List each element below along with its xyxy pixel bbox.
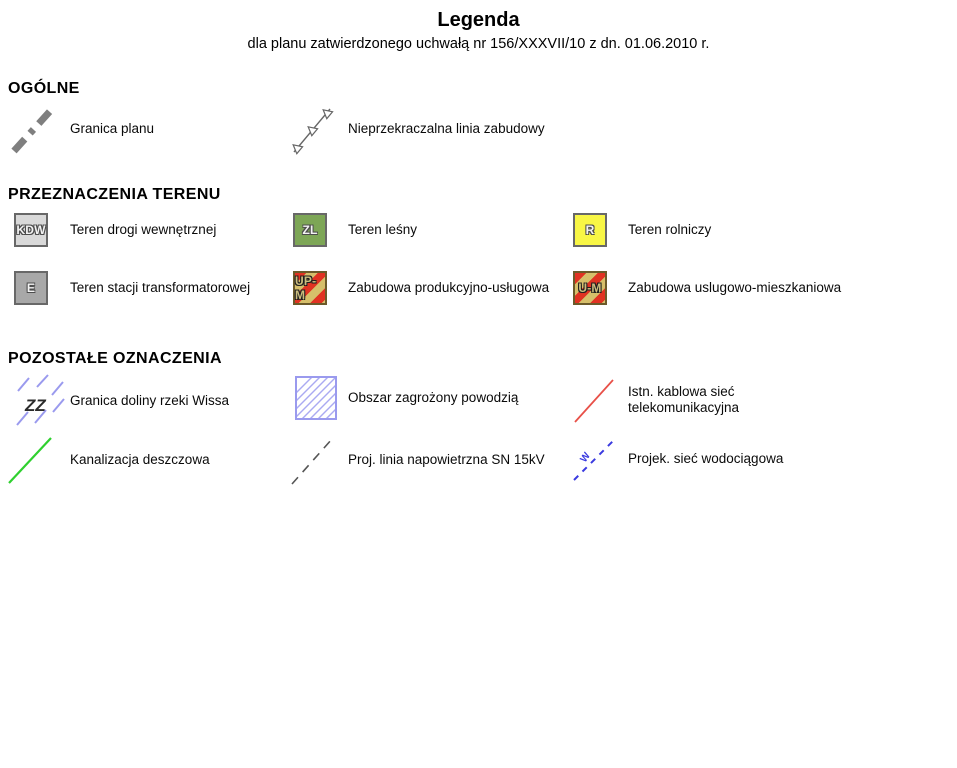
legend-item-powodz: [295, 376, 518, 420]
page-title: Legenda: [437, 9, 520, 31]
telekom-label-line2: telekomunikacyjna: [628, 400, 740, 415]
water-code: W: [578, 450, 593, 465]
legend-item-e: [14, 271, 250, 305]
upm-label: Zabudowa produkcyjno-usługowa: [348, 280, 550, 295]
plan-boundary-icon: [8, 101, 58, 157]
flood-area-icon: [295, 376, 337, 420]
power-line-svg: [288, 432, 336, 488]
sn15-label: Proj. linia napowietrzna SN 15kV: [348, 452, 545, 467]
rain-sewer-line-icon: [6, 433, 54, 487]
e-area-swatch: [14, 271, 48, 305]
telekom-label: [628, 384, 739, 416]
telekom-label-line1: Istn. kablowa sieć: [628, 384, 735, 399]
kdw-label: Teren drogi wewnętrznej: [70, 222, 217, 237]
building-setback-line-icon: [290, 100, 336, 158]
telecom-line: [575, 380, 613, 422]
power-line: [292, 439, 332, 484]
um-label: Zabudowa uslugowo-mieszkaniowa: [628, 280, 842, 295]
water-line-svg: [572, 434, 616, 484]
zz-label: Granica doliny rzeki Wissa: [70, 393, 230, 408]
zl-area-swatch: [293, 213, 327, 247]
plan-boundary-svg: [8, 101, 58, 157]
linia-zabudowy-label: Nieprzekraczalna linia zabudowy: [348, 121, 545, 136]
kdw-area-swatch: [14, 213, 48, 247]
legend-item-linia-zabudowy: [290, 100, 545, 158]
section-heading-ogolne: OGÓLNE: [8, 80, 80, 97]
granica-planu-label: Granica planu: [70, 121, 155, 136]
legend-item-deszcz: [6, 432, 210, 488]
building-setback-svg: [290, 100, 336, 158]
legend-item-wodociag: [572, 433, 783, 485]
deszcz-label: Kanalizacja deszczowa: [70, 452, 210, 467]
section-heading-przeznaczenia: PRZEZNACZENIA TERENU: [8, 186, 221, 203]
legend-item-kdw: [14, 213, 216, 247]
power-line-icon: [288, 432, 336, 488]
legend-item-r: [573, 213, 711, 247]
r-label: Teren rolniczy: [628, 222, 712, 237]
valley-boundary-svg: [12, 374, 66, 428]
kdw-code: KDW: [16, 223, 46, 237]
legend-item-zl: [293, 213, 417, 247]
flood-area-svg: [295, 376, 337, 420]
rain-sewer-line: [9, 438, 51, 483]
powodz-label: Obszar zagrożony powodzią: [348, 390, 519, 405]
water-line-icon: [572, 434, 616, 484]
telecom-line-svg: [572, 374, 616, 426]
rain-sewer-svg: [6, 433, 54, 487]
zl-label: Teren leśny: [348, 222, 418, 237]
e-code: E: [26, 281, 36, 295]
zl-code: ZL: [302, 223, 318, 237]
wodociag-label: Projek. sieć wodociągowa: [628, 451, 784, 466]
um-code: U-M: [578, 281, 602, 295]
page-subtitle: dla planu zatwierdzonego uchwałą nr 156/XXXVII/10 z dn. 01.06.2010 r.: [247, 36, 710, 52]
setback-triangle: [320, 106, 332, 118]
telecom-line-icon: [572, 374, 616, 426]
legend-item-um: [573, 271, 841, 305]
plan-boundary-line: [14, 109, 52, 151]
zz-code: ZZ: [25, 396, 46, 415]
legend-item-upm: [293, 271, 549, 305]
legend-item-granica-planu: [8, 100, 154, 158]
legend-item-zz: [12, 374, 229, 428]
legend-item-telekom: [572, 372, 739, 428]
r-code: R: [585, 223, 595, 237]
e-label: Teren stacji transformatorowej: [70, 280, 251, 295]
upm-area-swatch: [293, 271, 327, 305]
valley-boundary-icon: [12, 374, 66, 428]
legend-item-sn15: [288, 431, 545, 489]
section-heading-pozostale: POZOSTAŁE OZNACZENIA: [8, 350, 222, 367]
um-area-swatch: [573, 271, 607, 305]
r-area-swatch: [573, 213, 607, 247]
upm-code: UP-M: [295, 274, 317, 302]
